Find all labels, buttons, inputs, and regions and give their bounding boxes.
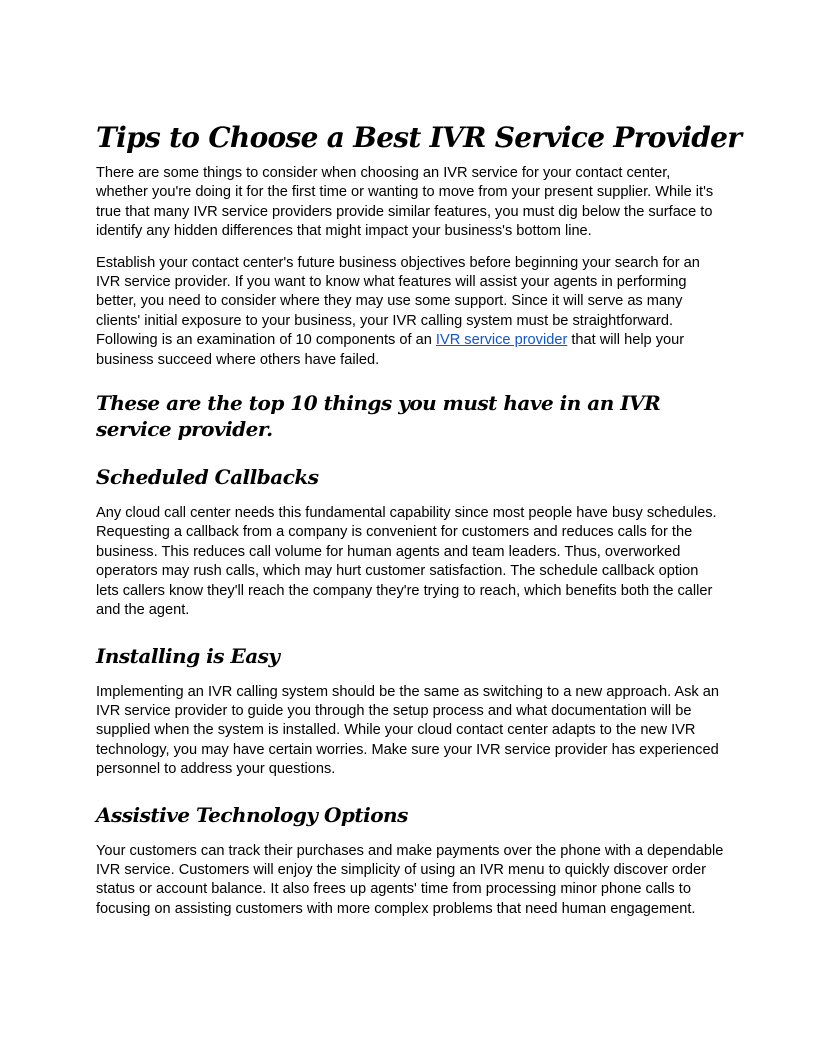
section-heading-installing-is-easy: Installing is Easy	[96, 643, 280, 668]
section-heading-assistive-technology: Assistive Technology Options	[96, 802, 408, 827]
page-title: Tips to Choose a Best IVR Service Provider	[96, 121, 742, 154]
section-heading-scheduled-callbacks: Scheduled Callbacks	[96, 465, 319, 490]
ivr-service-provider-link[interactable]: IVR service provider	[435, 332, 568, 349]
section-body-assistive-technology: Your customers can track their purchases and make payments over the phone with a dependable IVR service. Customers will enjoy the simplicity of using an IVR menu to quickly discover order status or account balance. It also frees up agents' time from processing minor phone calls to focusing on assisting customers with more complex problems that need human engagement.	[96, 842, 724, 917]
top10-heading: These are the top 10 things you must have in an IVR service provider.	[96, 391, 661, 442]
intro-paragraph-2-text-after: that will help your business succeed where others have failed.	[96, 332, 685, 368]
section-body-scheduled-callbacks: Any cloud call center needs this fundamental capability since most people have busy schedules. Requesting a callback from a company is convenient for customers and reduces calls for the business. This reduces call volume for human agents and team leaders. Thus, overworked operators may rush calls, which may hurt customer satisfaction. The schedule callback option lets callers know they'll reach the company they're trying to reach, which benefits both the caller and the agent.	[96, 505, 717, 619]
section-body-installing-is-easy: Implementing an IVR calling system should be the same as switching to a new approach. Ask an IVR service provider to guide you through the setup process and what documentation will be supplied when the system is installed. While your cloud contact center adapts to the new IVR technology, you may have certain worries. Make sure your IVR service provider has experienced personnel to address your questions.	[96, 683, 719, 778]
intro-paragraph-2-text-before: Establish your contact center's future business objectives before beginning your search for an IVR service provider. If you want to know what features will assist your agents in performing better, you need to consider where they may use some support. Since it will serve as many clients' initial exposure to your business, your IVR calling system must be straightforward. Following is an examination of 10 components of an	[96, 254, 700, 349]
document-page	[96, 118, 742, 931]
intro-paragraph-1: There are some things to consider when choosing an IVR service for your contact center, whether you're doing it for the first time or wanting to move from your present supplier. While it's true that many IVR service providers provide similar features, you must dig below the surface to identify any hidden differences that might impact your business's bottom line.	[96, 165, 714, 240]
intro-paragraph-2	[96, 254, 724, 370]
